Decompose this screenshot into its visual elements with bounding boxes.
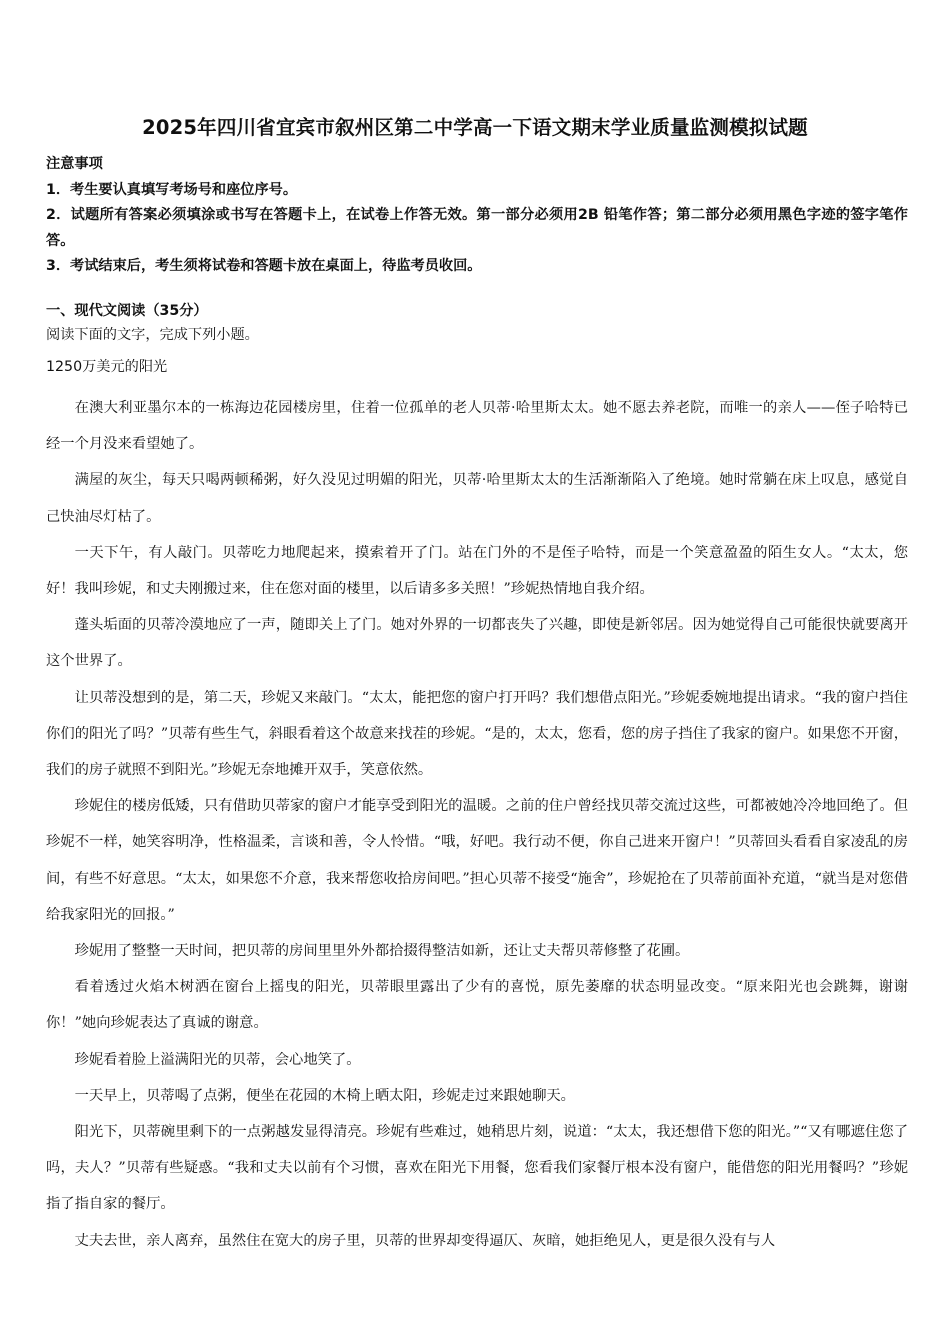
- article-body: [46, 390, 908, 1259]
- notes-heading: 注意事项: [46, 156, 103, 172]
- article-paragraph: 一天下午，有人敲门。贝蒂吃力地爬起来，摸索着开了门。站在门外的不是侄子哈特，而是一个笑意盈盈的陌生女人。“太太，您好！我叫珍妮，和丈夫刚搬过来，住在您对面的楼里，以后请多多关照！”珍妮热情地自我介绍。: [46, 544, 908, 598]
- article-title: 1250万美元的阳光: [46, 359, 168, 375]
- notes-item: 2．试题所有答案必须填涂或书写在答题卡上，在试卷上作答无效。第一部分必须用2B 铅笔作答；第二部分必须用黑色字迹的签字笔作答。: [46, 207, 908, 249]
- notes-block: [46, 152, 908, 280]
- article-paragraph: 丈夫去世，亲人离弃，虽然住在宽大的房子里，贝蒂的世界却变得逼仄、灰暗，她拒绝见人，更是很久没有与人: [74, 1232, 776, 1249]
- article-paragraph: 一天早上，贝蒂喝了点粥，便坐在花园的木椅上晒太阳，珍妮走过来跟她聊天。: [74, 1087, 575, 1104]
- article-paragraph: 珍妮看着脸上溢满阳光的贝蒂，会心地笑了。: [74, 1051, 361, 1068]
- article-paragraph: 蓬头垢面的贝蒂冷漠地应了一声，随即关上了门。她对外界的一切都丧失了兴趣，即使是新邻居。因为她觉得自己可能很快就要离开这个世界了。: [46, 617, 908, 670]
- article-paragraph: 在澳大利亚墨尔本的一栋海边花园楼房里，住着一位孤单的老人贝蒂·哈里斯太太。她不愿去养老院，而唯一的亲人——侄子哈特已经一个月没来看望她了。: [46, 400, 908, 453]
- article-paragraph: 珍妮用了整整一天时间，把贝蒂的房间里里外外都拾掇得整洁如新，还让丈夫帮贝蒂修整了花圃。: [74, 943, 690, 960]
- article-paragraph: 满屋的灰尘，每天只喝两顿稀粥，好久没见过明媚的阳光，贝蒂·哈里斯太太的生活渐渐陷入了绝境。她时常躺在床上叹息，感觉自己快油尽灯枯了。: [46, 472, 908, 525]
- article-paragraph: 看着透过火焰木树洒在窗台上摇曳的阳光，贝蒂眼里露出了少有的喜悦，原先萎靡的状态明显改变。“原来阳光也会跳舞，谢谢你！”她向珍妮表达了真诚的谢意。: [46, 979, 908, 1032]
- section-heading: 一、现代文阅读（35分）: [46, 303, 208, 319]
- section-header: [46, 302, 908, 376]
- notes-item: 3．考试结束后，考生须将试卷和答题卡放在桌面上，待监考员收回。: [46, 258, 482, 274]
- article-paragraph: 阳光下，贝蒂碗里剩下的一点粥越发显得清亮。珍妮有些难过，她稍思片刻，说道：“太太，我还想借下您的阳光。”“又有哪遮住您了吗，夫人？”贝蒂有些疑惑。“我和丈夫以前有个习惯，喜欢在阳光下用餐，您看我们家餐厅根本没有窗户，能借您的阳光用餐吗？”珍妮指了指自家的餐厅。: [46, 1124, 908, 1213]
- notes-item: 1．考生要认真填写考场号和座位序号。: [46, 181, 298, 198]
- article-paragraph: 让贝蒂没想到的是，第二天，珍妮又来敲门。“太太，能把您的窗户打开吗？我们想借点阳光。”珍妮委婉地提出请求。“我的窗户挡住你们的阳光了吗？”贝蒂有些生气，斜眼看着这个故意来找茬的珍妮。“是的，太太，您看，您的房子挡住了我家的窗户。如果您不开窗，我们的房子就照不到阳光。”珍妮无奈地摊开双手，笑意依然。: [46, 689, 908, 779]
- section-instruction: 阅读下面的文字，完成下列小题。: [46, 327, 259, 343]
- article-paragraph: 珍妮住的楼房低矮，只有借助贝蒂家的窗户才能享受到阳光的温暖。之前的住户曾经找贝蒂交流过这些，可都被她冷冷地回绝了。但珍妮不一样，她笑容明净，性格温柔，言谈和善，令人怜惜。“哦，好吧。我行动不便，你自己进来开窗户！”贝蒂回头看看自家凌乱的房间，有些不好意思。“太太，如果您不介意，我来帮您收拾房间吧。”担心贝蒂不接受“施舍”，珍妮抢在了贝蒂前面补充道，“就当是对您借给我家阳光的回报。”: [46, 798, 908, 923]
- document-title: 2025年四川省宜宾市叙州区第二中学高一下语文期末学业质量监测模拟试题: [142, 116, 808, 139]
